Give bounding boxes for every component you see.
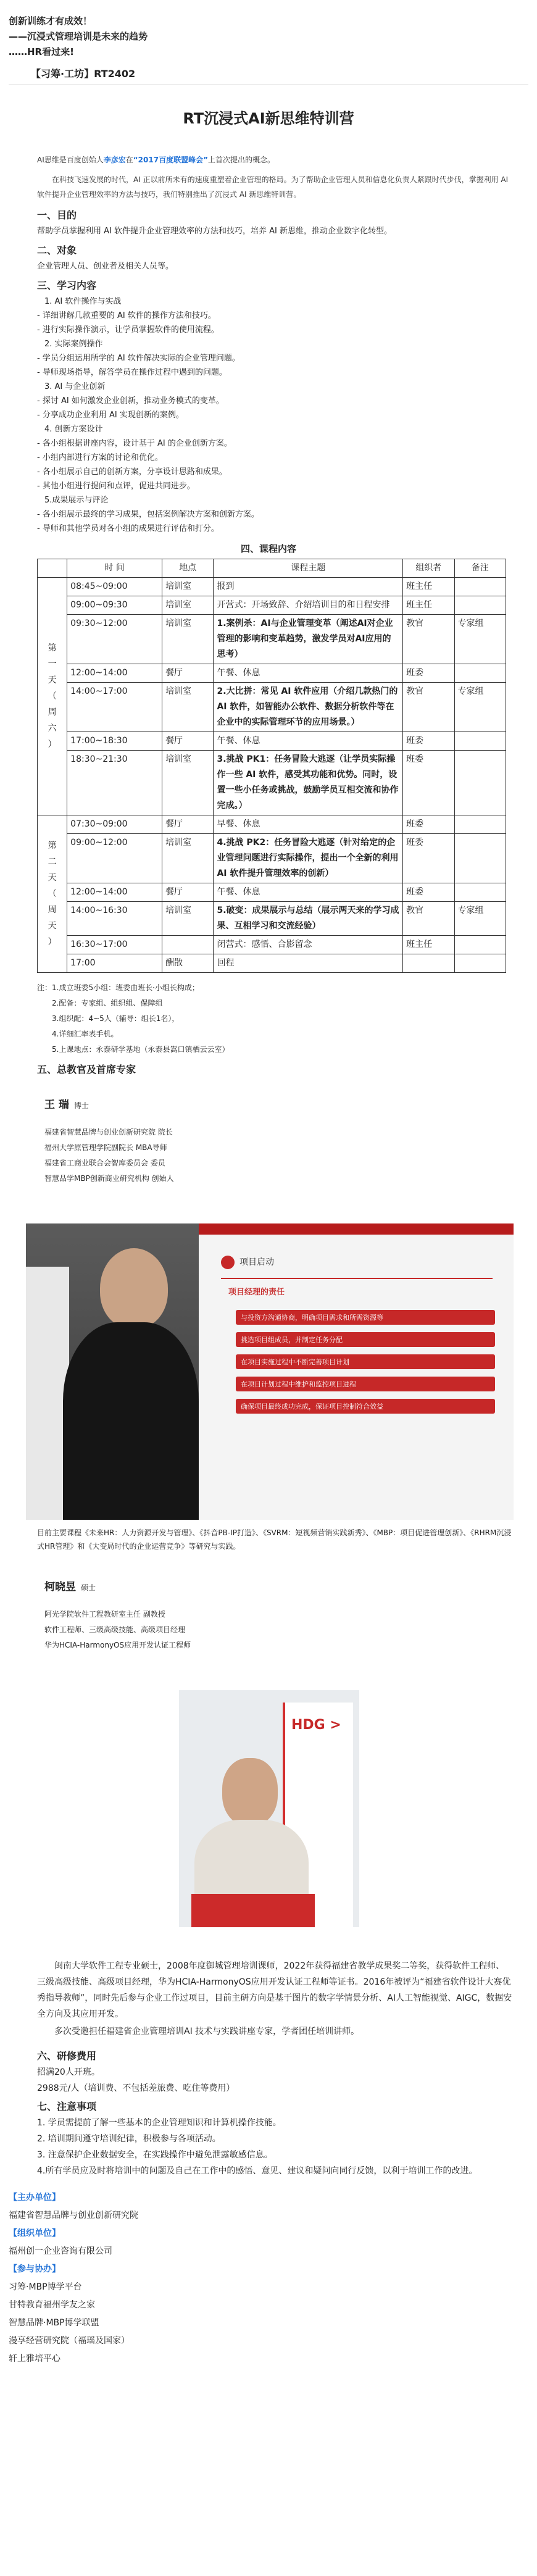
cell-topic: 5.破变：成果展示与总结（展示两天来的学习成果、互相学习和交流经验） — [214, 902, 403, 936]
cell-time: 09:30~12:00 — [67, 615, 162, 664]
cell-note — [454, 815, 506, 834]
table-row — [38, 954, 506, 973]
cell-org: 班委 — [403, 834, 454, 883]
organizer-label: 【组织单位】 — [9, 2228, 60, 2238]
table-header-cell — [38, 559, 67, 578]
cell-org: 班主任 — [403, 936, 454, 954]
intro-event: “2017百度联盟峰会” — [133, 156, 208, 164]
expert-info-line: 福州大学原管理学院副院长 MBA导师 — [44, 1143, 167, 1152]
day-label-cell — [38, 578, 67, 815]
cell-topic: 午餐、休息 — [214, 664, 403, 683]
expert-info-line: 软件工程师、三级高级技能、高级项目经理 — [44, 1625, 186, 1634]
expert-info-line: 智慧品学MBP创新商业研究机构 创始人 — [44, 1174, 174, 1183]
page-title: RT沉浸式AI新思维特训营 — [183, 110, 354, 127]
content-line: - 各小组展示自己的创新方案，分享设计思路和成果。 — [37, 467, 227, 477]
cell-time: 09:00~09:30 — [67, 596, 162, 615]
organizer-line: 甘特教育福州学友之家 — [9, 2300, 95, 2310]
cell-note — [454, 936, 506, 954]
cell-note — [454, 596, 506, 615]
table-row — [38, 834, 506, 883]
slide-bullet-icon — [221, 1256, 235, 1269]
slide-point: 在项目计划过程中维护和监控项目进程 — [236, 1377, 495, 1391]
slide-divider — [221, 1278, 493, 1279]
content-line: - 各小组根据讲座内容，设计基于 AI 的企业创新方案。 — [37, 439, 232, 448]
schedule-body — [38, 578, 506, 973]
cell-place: 培训室 — [162, 834, 214, 883]
expert-info-line: 阿光学院软件工程教研室主任 副教授 — [44, 1610, 165, 1619]
section-text: 帮助学员掌握利用 AI 软件提升企业管理效率的方法和技巧，培养 AI 新思维，推动企业数字化转型。 — [37, 227, 392, 236]
intro-text: AI思维是百度创始人 — [37, 156, 104, 164]
cell-org: 班委 — [403, 751, 454, 815]
course-code: 【习筹·工坊】RT2402 — [31, 68, 136, 80]
cell-org: 班委 — [403, 732, 454, 751]
header-line-1: 创新训练才有成效！ — [9, 15, 93, 27]
organizer-line: 福州创一企业咨询有限公司 — [9, 2246, 112, 2256]
cell-time: 18:30~21:30 — [67, 751, 162, 815]
section-fee — [0, 2040, 537, 2179]
section-heading: 七、注意事项 — [37, 2101, 97, 2112]
day-label-char: （ — [48, 691, 57, 701]
fee-line: 招满20人开班。 — [37, 2067, 100, 2077]
table-row — [38, 883, 506, 902]
table-row — [38, 751, 506, 815]
expert-name-text: 王 瑞 — [44, 1099, 69, 1111]
expert-name — [0, 1096, 537, 1111]
expert-name-text: 柯晓昱 — [44, 1581, 76, 1593]
notice-line: 3. 注意保护企业数据安全，在实践操作中避免泄露敏感信息。 — [37, 2150, 273, 2160]
expert-info — [0, 1593, 537, 1653]
note-line: 4.详细汇率表手机。 — [37, 1030, 119, 1038]
organizer-line: 智慧品牌·MBP博学联盟 — [9, 2318, 99, 2328]
table-row — [38, 902, 506, 936]
cell-org: 教官 — [403, 683, 454, 732]
slide-point: 在项目实施过程中不断完善项目计划 — [236, 1354, 495, 1369]
cell-note — [454, 954, 506, 973]
schedule-title: 四、课程内容 — [240, 543, 296, 554]
table-header-cell: 时 间 — [67, 559, 162, 578]
day-label-char: 天 — [48, 675, 57, 685]
cell-place: 培训室 — [162, 902, 214, 936]
cell-time: 08:45~09:00 — [67, 578, 162, 596]
cell-time: 14:00~17:00 — [67, 683, 162, 732]
expert-degree: 博士 — [73, 1101, 89, 1110]
cell-note — [454, 732, 506, 751]
table-row — [38, 815, 506, 834]
intro-p2: 在科技飞速发展的时代，AI 正以前所未有的速度重塑着企业管理的格局。为了帮助企业管理人员和信息化负责人紧跟时代步伐，掌握利用 AI 软件提升企业管理效率的方法与技巧，我们特别推出了沉浸式 AI 新思维特训营。 — [37, 175, 509, 199]
table-row — [38, 936, 506, 954]
section-heading: 六、研修费用 — [37, 2050, 97, 2062]
table-header-cell: 备注 — [454, 559, 506, 578]
table-row — [38, 615, 506, 664]
cell-topic: 报到 — [214, 578, 403, 596]
expert-photo-2 — [179, 1690, 359, 1927]
cell-topic: 早餐、休息 — [214, 815, 403, 834]
organizers — [0, 2179, 537, 2368]
expert-info-line: 福建省工商业联合会智库委员会 委员 — [44, 1159, 165, 1167]
header-line-3: ……HR看过来! — [9, 46, 74, 57]
cell-note — [454, 834, 506, 883]
content-line: - 分享成功企业利用 AI 实现创新的案例。 — [37, 411, 184, 420]
cell-place — [162, 936, 214, 954]
cell-time: 09:00~12:00 — [67, 834, 162, 883]
cell-time: 16:30~17:00 — [67, 936, 162, 954]
cell-topic: 3.挑战 PK1：任务冒险大逃逐（让学员实际操作一些 AI 软件，感受其功能和优势。同时，设置一些小任务或挑战，鼓励学员互相交流和协作完成。） — [214, 751, 403, 815]
intro-name: 李彦宏 — [103, 156, 126, 164]
slide-subtitle: 项目经理的责任 — [228, 1288, 285, 1297]
intro-text: 在 — [125, 156, 133, 164]
slide-point: 与投资方沟通协商，明确项目需求和所需资源等 — [236, 1310, 495, 1325]
expert-info-line: 福建省智慧品牌与创业创新研究院 院长 — [44, 1128, 173, 1136]
schedule-notes — [0, 973, 537, 1057]
intro-p1 — [37, 152, 512, 167]
cell-time: 07:30~09:00 — [67, 815, 162, 834]
lectern — [191, 1894, 315, 1927]
section-heading: 三、学习内容 — [37, 280, 97, 291]
table-header-row — [38, 559, 506, 578]
expert2-bio: 闽南大学软件工程专业硕士，2008年度御城管理培训课师，2022年获得福建省教学成果奖二等奖，获得软件工程师、三级高级技能、高级项目经理，华为HCIA-HarmonyOS应用开发认证工程师等证书。2016年被评为“福建省软件设计大赛优秀指导教师”，同时先后参与企业工作过项目，目前主研方向是基于图片的数字学情景分析、AI人工智能视觉、AIGC，数据安全方向及其应用开发。 — [37, 1961, 512, 2019]
cell-org: 班主任 — [403, 596, 454, 615]
cell-note: 专家组 — [454, 902, 506, 936]
slide-screen — [199, 1223, 514, 1520]
note-line: 2.配备：专家组、组织组、保障组 — [37, 999, 163, 1007]
day-label-char: 周 — [48, 707, 57, 717]
cell-org: 教官 — [403, 615, 454, 664]
cell-org: 班委 — [403, 883, 454, 902]
day-label-char: 天 — [48, 921, 57, 931]
expert-info-line: 华为HCIA-HarmonyOS应用开发认证工程师 — [44, 1641, 191, 1649]
section-text: 企业管理人员、创业者及相关人员等。 — [37, 262, 174, 271]
day-label-char: 天 — [48, 873, 57, 883]
schedule-table — [37, 559, 506, 973]
content-line: 4. 创新方案设计 — [44, 425, 103, 434]
presenter-head — [100, 1248, 168, 1328]
cell-time: 17:00~18:30 — [67, 732, 162, 751]
content-line: - 其他小组进行提问和点评，促进共同进步。 — [37, 481, 195, 491]
expert-info — [0, 1111, 537, 1186]
expert2-bio-2: 多次受邀担任福建省企业管理培训AI 技术与实践讲座专家，学者团任培训讲师。 — [54, 2027, 360, 2036]
content-line: - 导师现场指导，解答学员在操作过程中遇到的问题。 — [37, 368, 227, 377]
cell-note — [454, 883, 506, 902]
cell-note — [454, 664, 506, 683]
content-line: - 探讨 AI 如何激发企业创新，推动业务模式的变革。 — [37, 396, 224, 406]
table-row — [38, 664, 506, 683]
notice-line: 4.所有学员应及时将培训中的问题及自己在工作中的感悟、意见、建议和疑问向同行反馈，以利于培训工作的改进。 — [37, 2166, 478, 2176]
cell-place: 培训室 — [162, 683, 214, 732]
cell-org: 班主任 — [403, 578, 454, 596]
expert-name — [0, 1578, 537, 1593]
content-line: - 各小组展示最终的学习成果，包括案例解决方案和创新方案。 — [37, 510, 259, 519]
cell-topic: 4.挑战 PK2：任务冒险大逃逐（针对给定的企业管理问题进行实际操作，提出一个全新的利用 AI 软件提升管理效率的创新） — [214, 834, 403, 883]
table-header-cell: 地点 — [162, 559, 214, 578]
organizer-line: 漫享经营研究院（福瑶及国家） — [9, 2336, 130, 2346]
section-purpose — [0, 208, 537, 536]
day-label-char: （ — [48, 889, 57, 899]
cell-time: 17:00 — [67, 954, 162, 973]
day-label-char: 六 — [48, 723, 57, 733]
cell-topic: 1.案例杀：AI与企业管理变革（阐述AI对企业管理的影响和变革趋势，激发学员对AI应用的思考） — [214, 615, 403, 664]
cell-place: 培训室 — [162, 596, 214, 615]
day-label-cell — [38, 815, 67, 973]
note-line: 注：1.成立班委5小组：班委由班长·小组长构成； — [37, 983, 199, 992]
content-line: - 进行实际操作演示，让学员掌握软件的使用流程。 — [37, 325, 219, 335]
cell-time: 12:00~14:00 — [67, 883, 162, 902]
presenter-head — [222, 1758, 278, 1826]
day-label-char: 周 — [48, 905, 57, 915]
section-heading: 一、目的 — [37, 209, 77, 221]
header-line-2: ——沉浸式管理培训是未来的趋势 — [9, 31, 148, 42]
table-row — [38, 578, 506, 596]
section-experts — [0, 1062, 537, 1077]
cell-place: 培训室 — [162, 751, 214, 815]
cell-topic: 午餐、休息 — [214, 883, 403, 902]
section-heading: 二、对象 — [37, 244, 77, 256]
cell-note: 专家组 — [454, 683, 506, 732]
day-label-char: 第 — [48, 643, 57, 653]
cell-topic: 闭营式：感悟、合影留念 — [214, 936, 403, 954]
table-row — [38, 732, 506, 751]
expert-caption: 目前主要课程《未来HR：人力资源开发与管理》、《抖音PB-IP打造》、《SVRM：短视频营销实践新秀》、《MBP：项目促进管理创新》、《RHRM沉浸式HR管理》和《大变局时代的企业运营竞争》等研究与实践。 — [37, 1528, 512, 1551]
content-line: - 小组内部进行方案的讨论和优化。 — [37, 453, 163, 462]
intro-text: 上首次提出的概念。 — [207, 156, 275, 164]
content-line: 1. AI 软件操作与实战 — [44, 297, 122, 306]
table-header-cell: 课程主题 — [214, 559, 403, 578]
cell-place: 餐厅 — [162, 732, 214, 751]
cell-time: 14:00~16:30 — [67, 902, 162, 936]
cell-place: 酬散 — [162, 954, 214, 973]
notice-line: 2. 培训期间遵守培训纪律，积极参与各项活动。 — [37, 2134, 221, 2144]
organizer-line: 习筹·MBP博学平台 — [9, 2282, 82, 2292]
learning-content-list — [37, 294, 512, 536]
content-line: 3. AI 与企业创新 — [44, 382, 106, 391]
intro — [0, 152, 537, 202]
cell-time: 12:00~14:00 — [67, 664, 162, 683]
cell-place: 餐厅 — [162, 883, 214, 902]
cell-org — [403, 954, 454, 973]
expert-photo — [26, 1223, 514, 1520]
cell-place: 培训室 — [162, 578, 214, 596]
header-block — [0, 0, 537, 60]
note-line: 5.上课地点：永泰研学基地（永泰县嵩口镇栖云云室） — [37, 1045, 230, 1054]
cell-org: 班委 — [403, 664, 454, 683]
cell-note: 专家组 — [454, 615, 506, 664]
expert-degree: 硕士 — [81, 1583, 96, 1592]
section-heading: 五、总教官及首席专家 — [37, 1064, 136, 1075]
organizer-label: 【参与协办】 — [9, 2264, 60, 2274]
cell-topic: 2.大比拼：常见 AI 软件应用（介绍几款热门的 AI 软件，如智能办公软件、数据分析软件等在企业中的实际管理环节的应用场景。） — [214, 683, 403, 732]
day-label-char: 一 — [48, 659, 57, 669]
table-row — [38, 596, 506, 615]
fee-line: 2988元/人（培训费、不包括差旅费、吃住等费用） — [37, 2083, 235, 2093]
slide-point: 确保项目最终成功完成，保证项目控制符合效益 — [236, 1399, 495, 1414]
slide-points — [236, 1310, 495, 1421]
cell-place: 餐厅 — [162, 815, 214, 834]
content-line: - 详细讲解几款重要的 AI 软件的操作方法和技巧。 — [37, 311, 216, 320]
cell-place: 餐厅 — [162, 664, 214, 683]
cell-place: 培训室 — [162, 615, 214, 664]
slide-topbar — [199, 1223, 514, 1235]
cell-note — [454, 578, 506, 596]
slide-point: 挑选项目组成员，并制定任务分配 — [236, 1332, 495, 1347]
banner-text: HDG > — [291, 1717, 341, 1733]
cell-topic: 回程 — [214, 954, 403, 973]
organizer-line: 福建省智慧品牌与创业创新研究院 — [9, 2211, 138, 2220]
presenter-body — [63, 1322, 199, 1520]
day-label-char: ） — [48, 740, 57, 749]
content-line: 2. 实际案例操作 — [44, 340, 103, 349]
cell-topic: 午餐、休息 — [214, 732, 403, 751]
cell-org: 教官 — [403, 902, 454, 936]
table-row — [38, 683, 506, 732]
day-label-char: 二 — [48, 857, 57, 867]
content-line: 5.成果展示与评论 — [44, 496, 109, 505]
table-header-cell: 组织者 — [403, 559, 454, 578]
day-label-char: ） — [48, 937, 57, 947]
day-label-char: 第 — [48, 841, 57, 851]
note-line: 3.组织配：4~5人（辅导：组长1名）， — [37, 1014, 180, 1023]
cell-note — [454, 751, 506, 815]
organizer-line: 轩上雅培平心 — [9, 2354, 60, 2364]
cell-topic: 开营式：开场致辞、介绍培训目的和日程安排 — [214, 596, 403, 615]
cell-org: 班委 — [403, 815, 454, 834]
slide-title: 项目启动 — [239, 1257, 274, 1267]
content-line: - 学员分组运用所学的 AI 软件解决实际的企业管理问题。 — [37, 354, 240, 363]
notice-line: 1. 学员需提前了解一些基本的企业管理知识和计算机操作技能。 — [37, 2118, 281, 2128]
content-line: - 导师和其他学员对各小组的成果进行评估和打分。 — [37, 524, 219, 533]
organizer-label: 【主办单位】 — [9, 2193, 60, 2203]
